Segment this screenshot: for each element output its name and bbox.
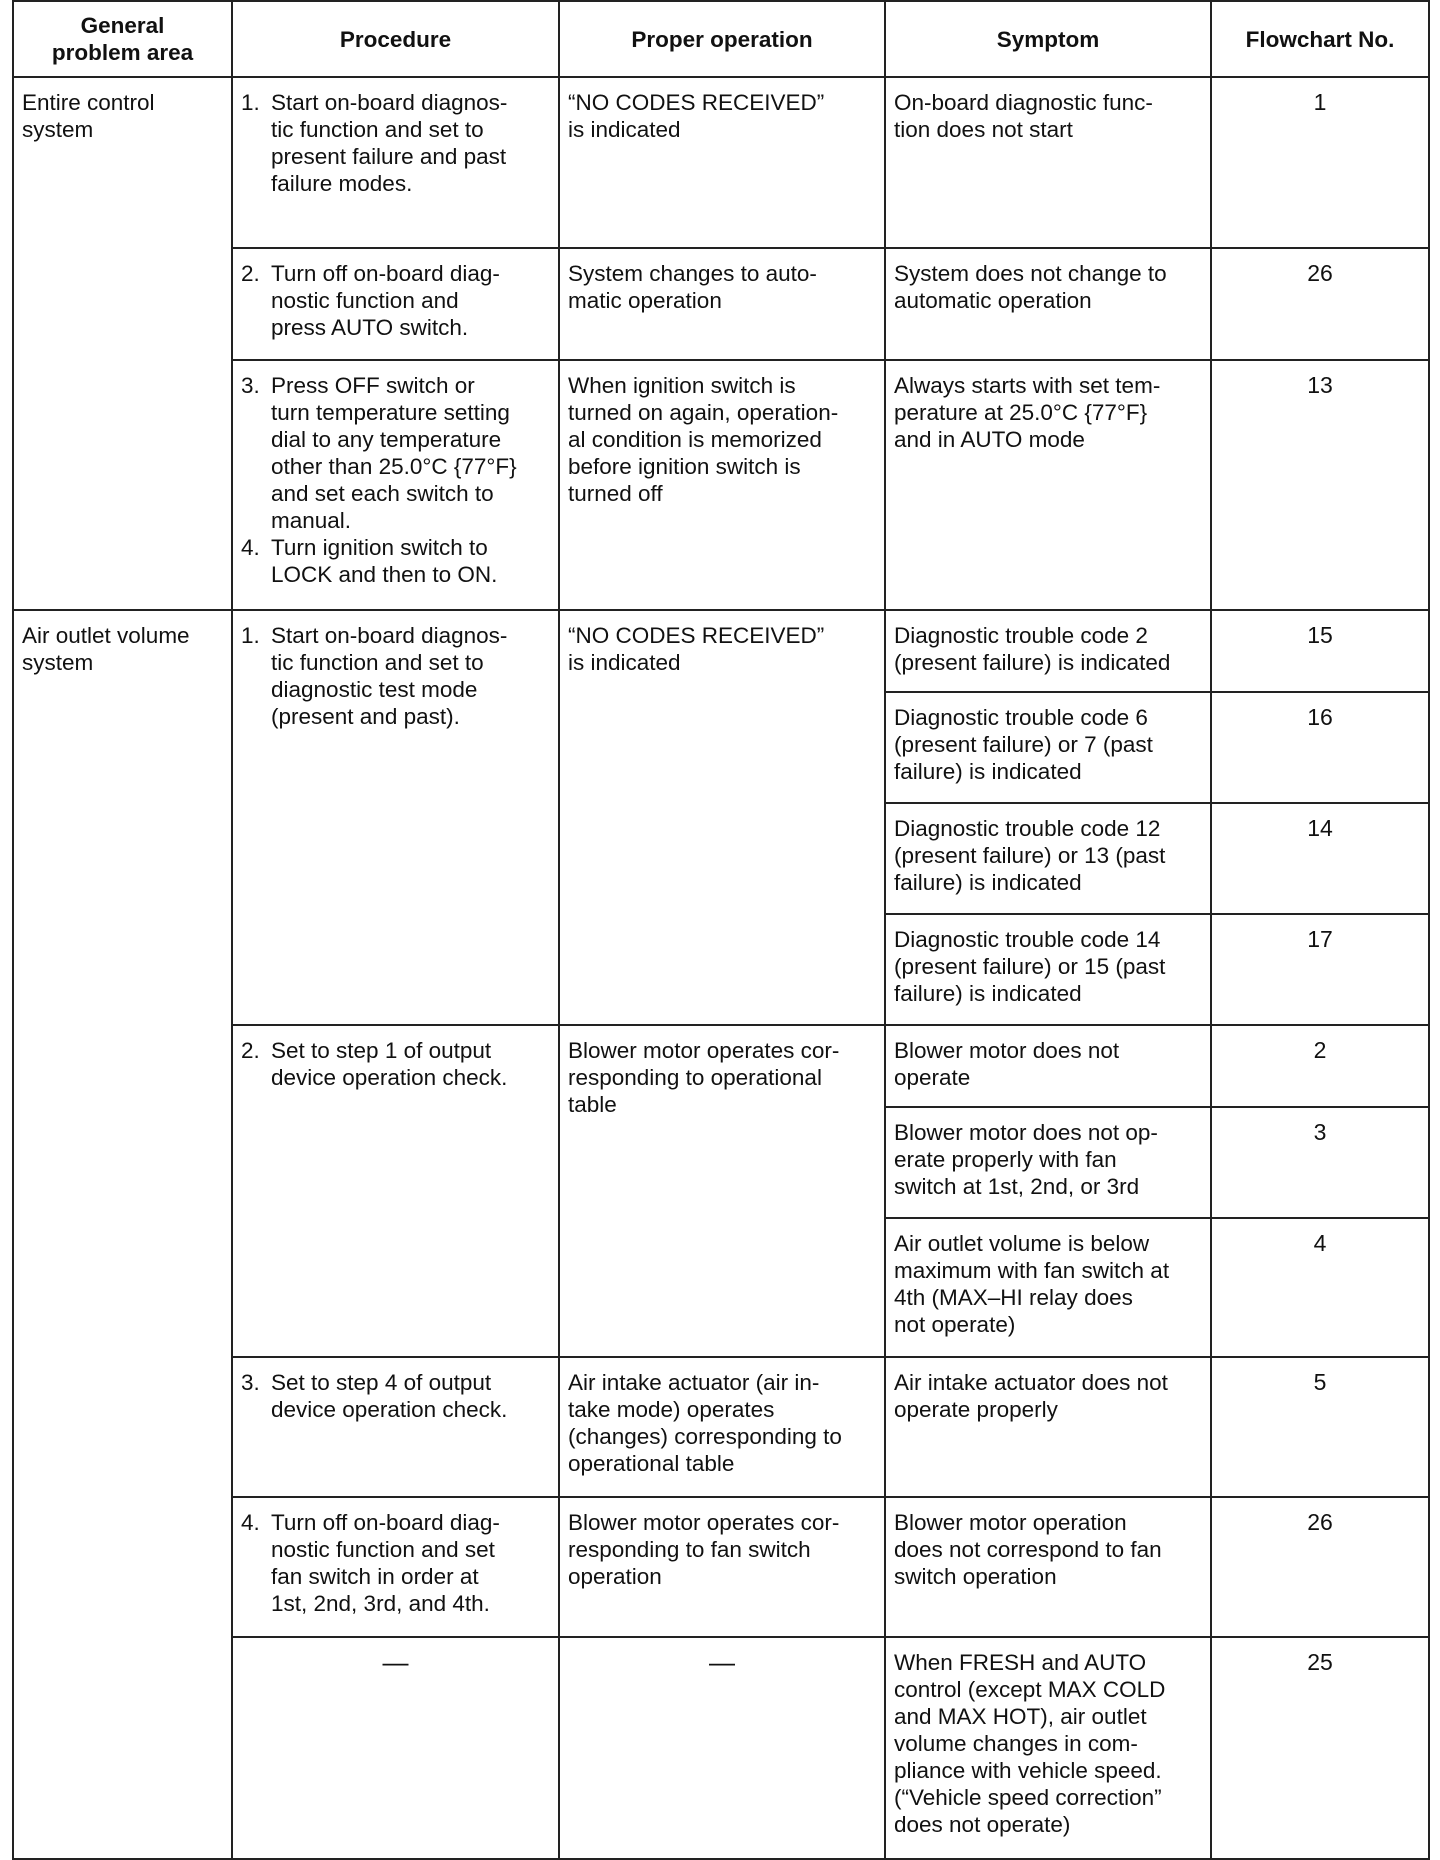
flowchart-number: 25 <box>1211 1637 1429 1859</box>
procedure-cell <box>232 1497 559 1637</box>
flowchart-number: 14 <box>1211 803 1429 914</box>
flowchart-number: 17 <box>1211 914 1429 1025</box>
procedure-step: 1. Start on-board diagnos- tic function and set to present failure and past failure modes. <box>241 90 508 196</box>
proper-operation-cell: When ignition switch is turned on again, operation- al condition is memorized before ignition switch is turned off <box>559 360 885 610</box>
flowchart-number: 16 <box>1211 692 1429 803</box>
procedure-cell <box>232 1025 559 1357</box>
flowchart-number: 13 <box>1211 360 1429 610</box>
proper-operation-cell: Air intake actuator (air in- take mode) operates (changes) corresponding to operational table <box>559 1357 885 1497</box>
symptom-cell: Always starts with set tem- perature at 25.0°C {77°F} and in AUTO mode <box>885 360 1211 610</box>
symptom-cell: Air intake actuator does not operate properly <box>885 1357 1211 1497</box>
procedure-step: 2. Turn off on-board diag- nostic function and press AUTO switch. <box>241 261 500 340</box>
symptom-cell: Diagnostic trouble code 6 (present failure) or 7 (past failure) is indicated <box>885 692 1211 803</box>
symptom-cell: Diagnostic trouble code 14 (present failure) or 15 (past failure) is indicated <box>885 914 1211 1025</box>
flowchart-number: 15 <box>1211 610 1429 692</box>
procedure-step: 2. Set to step 1 of output device operation check. <box>241 1038 508 1090</box>
header-procedure: Procedure <box>232 1 559 77</box>
table-row <box>13 610 1429 692</box>
header-proper-operation: Proper operation <box>559 1 885 77</box>
header-row <box>13 1 1429 77</box>
symptom-cell: Blower motor does not operate <box>885 1025 1211 1107</box>
procedure-cell <box>232 77 559 248</box>
procedure-cell <box>232 610 559 1025</box>
procedure-step: 4. Turn ignition switch to LOCK and then to ON. <box>241 535 498 587</box>
header-flowchart-no: Flowchart No. <box>1211 1 1429 77</box>
symptom-cell: Diagnostic trouble code 2 (present failure) is indicated <box>885 610 1211 692</box>
procedure-cell-empty: — <box>232 1637 559 1859</box>
symptom-cell: Blower motor does not op- erate properly with fan switch at 1st, 2nd, or 3rd <box>885 1107 1211 1218</box>
table-row <box>13 77 1429 248</box>
symptom-cell: System does not change to automatic operation <box>885 248 1211 360</box>
symptom-cell: Blower motor operation does not correspond to fan switch operation <box>885 1497 1211 1637</box>
proper-operation-cell: “NO CODES RECEIVED” is indicated <box>559 77 885 248</box>
procedure-step: 3. Press OFF switch or turn temperature setting dial to any temperature other than 25.0°C {77°F} and set each switch to manual. <box>241 373 517 533</box>
procedure-cell <box>232 1357 559 1497</box>
symptom-cell: Air outlet volume is below maximum with fan switch at 4th (MAX–HI relay does not operate) <box>885 1218 1211 1357</box>
flowchart-number: 5 <box>1211 1357 1429 1497</box>
flowchart-number: 26 <box>1211 1497 1429 1637</box>
proper-operation-cell: “NO CODES RECEIVED” is indicated <box>559 610 885 1025</box>
procedure-step: 4. Turn off on-board diag- nostic function and set fan switch in order at 1st, 2nd, 3rd, and 4th. <box>241 1510 500 1616</box>
header-general-problem-area: General problem area <box>13 1 232 77</box>
proper-operation-cell: Blower motor operates cor- responding to operational table <box>559 1025 885 1357</box>
area-entire-control-system: Entire control system <box>13 77 232 610</box>
header-symptom: Symptom <box>885 1 1211 77</box>
area-air-outlet-volume-system: Air outlet volume system <box>13 610 232 1859</box>
proper-operation-cell: Blower motor operates cor- responding to fan switch operation <box>559 1497 885 1637</box>
flowchart-number: 3 <box>1211 1107 1429 1218</box>
diagnostic-table <box>12 0 1430 1860</box>
flowchart-number: 26 <box>1211 248 1429 360</box>
symptom-cell: When FRESH and AUTO control (except MAX COLD and MAX HOT), air outlet volume changes in com- pliance with vehicle speed. (“Vehicle speed correction” does not operate) <box>885 1637 1211 1859</box>
flowchart-number: 2 <box>1211 1025 1429 1107</box>
procedure-step: 1. Start on-board diagnos- tic function and set to diagnostic test mode (present and past). <box>241 623 508 729</box>
symptom-cell: Diagnostic trouble code 12 (present failure) or 13 (past failure) is indicated <box>885 803 1211 914</box>
proper-operation-cell: System changes to auto- matic operation <box>559 248 885 360</box>
flowchart-number: 4 <box>1211 1218 1429 1357</box>
flowchart-number: 1 <box>1211 77 1429 248</box>
procedure-cell <box>232 360 559 610</box>
procedure-cell <box>232 248 559 360</box>
procedure-step: 3. Set to step 4 of output device operation check. <box>241 1370 508 1422</box>
page <box>12 0 1428 1838</box>
proper-operation-cell-empty: — <box>559 1637 885 1859</box>
symptom-cell: On-board diagnostic func- tion does not start <box>885 77 1211 248</box>
